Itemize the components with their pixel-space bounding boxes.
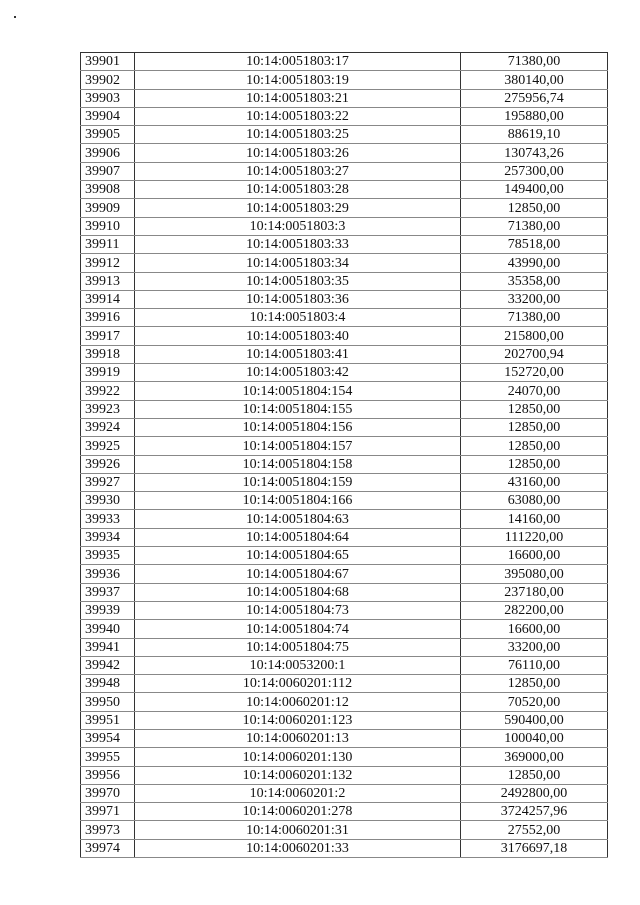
row-number: 39973 [81,821,135,839]
table-row [81,382,608,400]
cadastral-value: 195880,00 [461,107,608,125]
row-number: 39910 [81,217,135,235]
cadastral-number: 10:14:0051803:28 [135,181,461,199]
cadastral-number: 10:14:0051804:74 [135,620,461,638]
table-row [81,547,608,565]
table-row [81,473,608,491]
row-number: 39905 [81,126,135,144]
cadastral-value: 16600,00 [461,620,608,638]
cadastral-value: 71380,00 [461,217,608,235]
cadastral-number: 10:14:0051804:75 [135,638,461,656]
table-row [81,345,608,363]
table-row [81,711,608,729]
cadastral-value: 12850,00 [461,675,608,693]
cadastral-value: 43990,00 [461,254,608,272]
table-row [81,199,608,217]
cadastral-number: 10:14:0051803:40 [135,327,461,345]
cadastral-number: 10:14:0051804:156 [135,418,461,436]
row-number: 39936 [81,565,135,583]
row-number: 39909 [81,199,135,217]
cadastral-value: 71380,00 [461,309,608,327]
row-number: 39906 [81,144,135,162]
cadastral-number: 10:14:0051803:26 [135,144,461,162]
cadastral-value: 63080,00 [461,492,608,510]
table-row [81,565,608,583]
row-number: 39907 [81,162,135,180]
row-number: 39954 [81,729,135,747]
row-number: 39904 [81,107,135,125]
table-row [81,89,608,107]
row-number: 39933 [81,510,135,528]
cadastral-number: 10:14:0051803:33 [135,235,461,253]
cadastral-value: 78518,00 [461,235,608,253]
table-row [81,492,608,510]
row-number: 39970 [81,784,135,802]
cadastral-number: 10:14:0053200:1 [135,656,461,674]
cadastral-value: 43160,00 [461,473,608,491]
row-number: 39912 [81,254,135,272]
cadastral-value: 16600,00 [461,547,608,565]
cadastral-number: 10:14:0051803:35 [135,272,461,290]
table-row [81,126,608,144]
table-row [81,272,608,290]
cadastral-value: 111220,00 [461,528,608,546]
table-row [81,638,608,656]
row-number: 39942 [81,656,135,674]
table-row [81,162,608,180]
row-number: 39911 [81,235,135,253]
table-row [81,784,608,802]
cadastral-value: 202700,94 [461,345,608,363]
table-row [81,53,608,71]
cadastral-value: 3724257,96 [461,803,608,821]
cadastral-value: 275956,74 [461,89,608,107]
cadastral-number: 10:14:0060201:278 [135,803,461,821]
table-row [81,510,608,528]
table-row [81,217,608,235]
row-number: 39916 [81,309,135,327]
cadastral-number: 10:14:0060201:12 [135,693,461,711]
cadastral-value: 27552,00 [461,821,608,839]
table-row [81,748,608,766]
row-number: 39974 [81,839,135,857]
cadastral-value: 12850,00 [461,437,608,455]
table-row [81,839,608,857]
cadastral-value: 130743,26 [461,144,608,162]
row-number: 39951 [81,711,135,729]
row-number: 39950 [81,693,135,711]
row-number: 39919 [81,364,135,382]
table-row [81,803,608,821]
cadastral-value: 257300,00 [461,162,608,180]
cadastral-number: 10:14:0051804:65 [135,547,461,565]
cadastral-number: 10:14:0051804:155 [135,400,461,418]
cadastral-number: 10:14:0060201:130 [135,748,461,766]
row-number: 39924 [81,418,135,436]
cadastral-value: 100040,00 [461,729,608,747]
cadastral-number: 10:14:0060201:31 [135,821,461,839]
cadastral-value: 237180,00 [461,583,608,601]
cadastral-value: 70520,00 [461,693,608,711]
row-number: 39902 [81,71,135,89]
table-row [81,327,608,345]
cadastral-value: 149400,00 [461,181,608,199]
table-row [81,254,608,272]
row-number: 39925 [81,437,135,455]
row-number: 39917 [81,327,135,345]
cadastral-number: 10:14:0051804:157 [135,437,461,455]
cadastral-number: 10:14:0060201:33 [135,839,461,857]
cadastral-value: 152720,00 [461,364,608,382]
row-number: 39956 [81,766,135,784]
table-row [81,437,608,455]
cadastral-number: 10:14:0051803:19 [135,71,461,89]
row-number: 39939 [81,601,135,619]
cadastral-number: 10:14:0051803:3 [135,217,461,235]
table-row [81,729,608,747]
cadastral-number: 10:14:0051803:25 [135,126,461,144]
cadastral-value: 12850,00 [461,766,608,784]
row-number: 39903 [81,89,135,107]
table-row [81,144,608,162]
cadastral-number: 10:14:0060201:13 [135,729,461,747]
cadastral-value: 12850,00 [461,400,608,418]
cadastral-number: 10:14:0060201:123 [135,711,461,729]
row-number: 39926 [81,455,135,473]
cadastral-value: 76110,00 [461,656,608,674]
cadastral-value: 24070,00 [461,382,608,400]
cadastral-value: 590400,00 [461,711,608,729]
cadastral-value: 3176697,18 [461,839,608,857]
cadastral-value: 12850,00 [461,199,608,217]
cadastral-number: 10:14:0051803:17 [135,53,461,71]
table-row [81,71,608,89]
row-number: 39935 [81,547,135,565]
cadastral-number: 10:14:0051803:27 [135,162,461,180]
cadastral-value: 2492800,00 [461,784,608,802]
row-number: 39934 [81,528,135,546]
table-row [81,418,608,436]
cadastral-number: 10:14:0051804:158 [135,455,461,473]
row-number: 39955 [81,748,135,766]
table-row [81,107,608,125]
cadastral-number: 10:14:0060201:112 [135,675,461,693]
cadastral-number: 10:14:0051803:36 [135,290,461,308]
cadastral-number: 10:14:0051803:29 [135,199,461,217]
cadastral-value: 33200,00 [461,638,608,656]
scan-speck [14,16,16,18]
table-row [81,290,608,308]
table-row [81,766,608,784]
table-row [81,235,608,253]
table-row [81,821,608,839]
row-number: 39914 [81,290,135,308]
row-number: 39923 [81,400,135,418]
row-number: 39948 [81,675,135,693]
cadastral-number: 10:14:0051803:4 [135,309,461,327]
row-number: 39922 [81,382,135,400]
table-row [81,309,608,327]
cadastral-value: 369000,00 [461,748,608,766]
row-number: 39918 [81,345,135,363]
table-row [81,400,608,418]
row-number: 39901 [81,53,135,71]
table-row [81,601,608,619]
row-number: 39941 [81,638,135,656]
cadastral-number: 10:14:0051804:166 [135,492,461,510]
row-number: 39940 [81,620,135,638]
table-row [81,693,608,711]
cadastral-value: 380140,00 [461,71,608,89]
row-number: 39937 [81,583,135,601]
cadastral-number: 10:14:0051803:34 [135,254,461,272]
table-row [81,455,608,473]
cadastral-number: 10:14:0051804:67 [135,565,461,583]
row-number: 39927 [81,473,135,491]
cadastral-value: 35358,00 [461,272,608,290]
cadastral-number: 10:14:0051804:68 [135,583,461,601]
cadastral-number: 10:14:0051803:42 [135,364,461,382]
cadastral-number: 10:14:0051803:21 [135,89,461,107]
cadastral-value: 33200,00 [461,290,608,308]
cadastral-value: 395080,00 [461,565,608,583]
cadastral-number: 10:14:0051804:64 [135,528,461,546]
cadastral-number: 10:14:0051803:22 [135,107,461,125]
row-number: 39908 [81,181,135,199]
cadastral-value: 88619,10 [461,126,608,144]
cadastral-value: 12850,00 [461,418,608,436]
table-row [81,656,608,674]
cadastral-number: 10:14:0051804:73 [135,601,461,619]
cadastral-value-table [80,52,608,858]
cadastral-value: 14160,00 [461,510,608,528]
table-row [81,181,608,199]
table-row [81,364,608,382]
cadastral-number: 10:14:0051804:63 [135,510,461,528]
cadastral-value: 215800,00 [461,327,608,345]
row-number: 39930 [81,492,135,510]
cadastral-number: 10:14:0060201:2 [135,784,461,802]
row-number: 39971 [81,803,135,821]
cadastral-value: 12850,00 [461,455,608,473]
cadastral-value: 71380,00 [461,53,608,71]
table-body [81,53,608,858]
table-row [81,620,608,638]
row-number: 39913 [81,272,135,290]
table-row [81,675,608,693]
table-row [81,583,608,601]
cadastral-number: 10:14:0051804:159 [135,473,461,491]
cadastral-number: 10:14:0051804:154 [135,382,461,400]
cadastral-number: 10:14:0051803:41 [135,345,461,363]
cadastral-number: 10:14:0060201:132 [135,766,461,784]
cadastral-value: 282200,00 [461,601,608,619]
table-row [81,528,608,546]
